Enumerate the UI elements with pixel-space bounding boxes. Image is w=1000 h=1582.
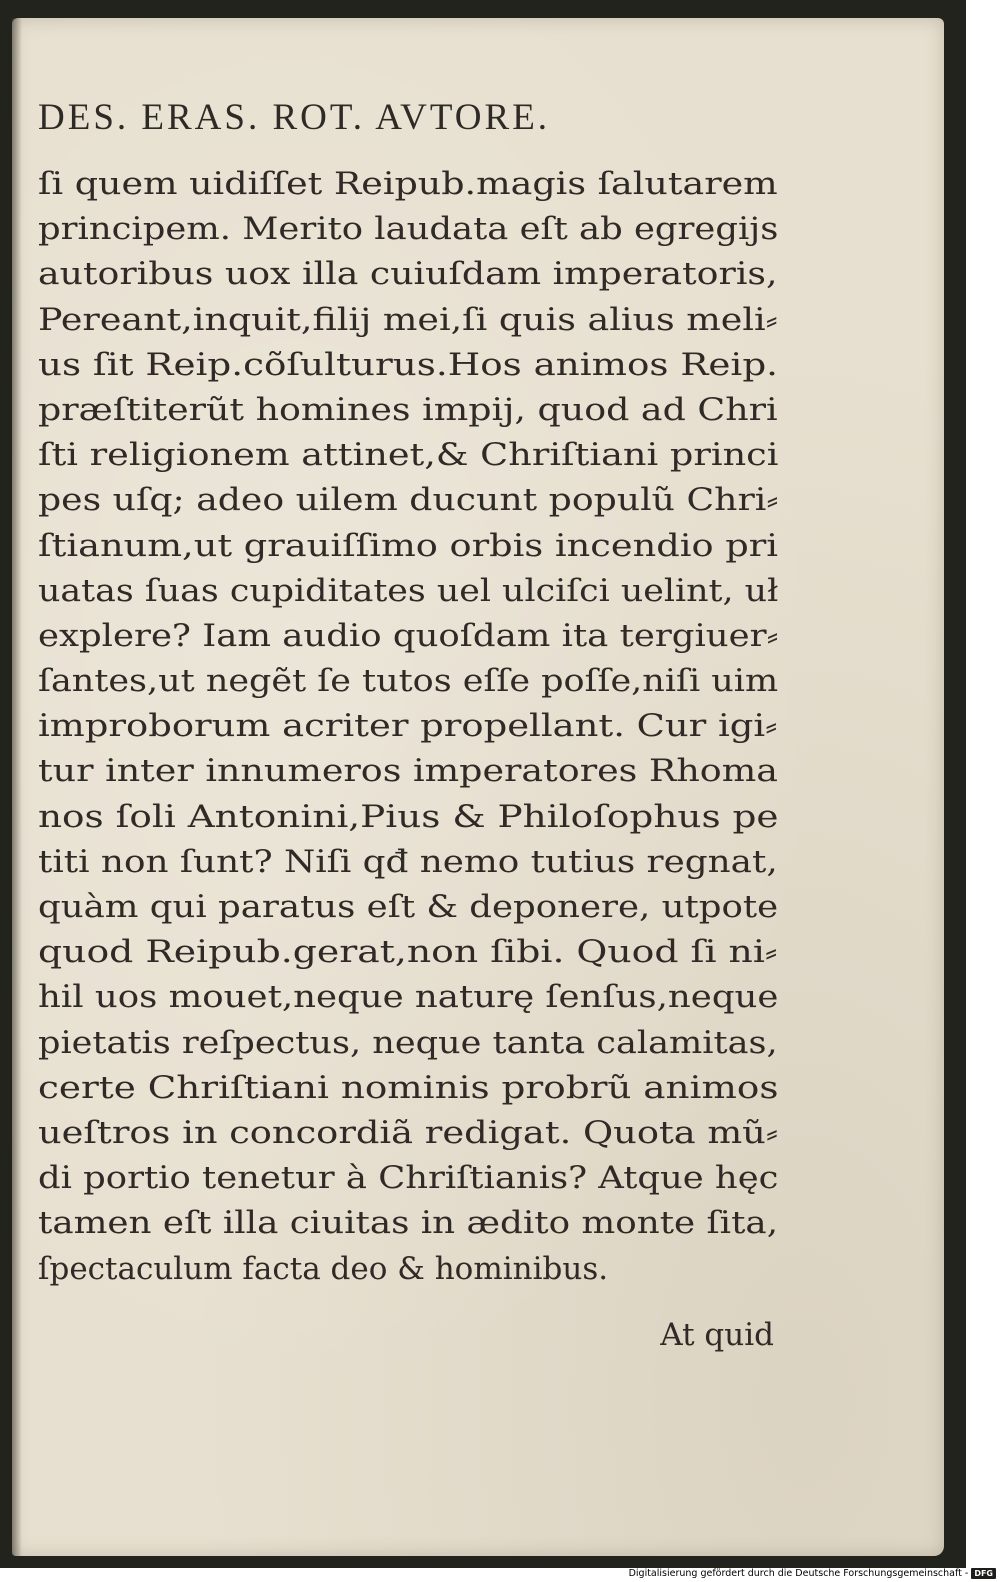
digitization-footer [629,1566,1000,1580]
text-line: ſantes,ut negẽt ſe tutos eſſe poſſe,niſi uim [38,663,779,700]
text-line: Pereant,inquit,filij mei,ſi quis alius meli⸗ [38,301,778,338]
text-line: ſti religionem attinet,& Chriſtiani princi [38,437,779,474]
text-line: autoribus uox illa cuiuſdam imperatoris, [38,256,778,293]
text-line: ueſtros in concordiã redigat. Quota mũ⸗ [38,1114,779,1151]
text-line: certe Chriſtiani nominis probrũ animos [38,1069,779,1106]
text-line: nos ſoli Antonini,Pius & Philoſophus pe [38,798,779,835]
text-line: principem. Merito laudata eſt ab egregijs [38,211,779,248]
body-text [38,162,778,1292]
text-line: tamen eſt illa ciuitas in ædito monte ſita, [38,1205,779,1242]
funding-notice: Digitalisierung gefördert durch die Deutsche Forschungsgemeinschaft - [628,1567,969,1579]
dfg-logo: DFG [971,1568,996,1579]
text-line: improborum acriter propellant. Cur igi⸗ [38,708,778,745]
text-line: tur inter innumeros imperatores Rhoma [38,753,778,790]
catchword: At quid [660,1317,774,1353]
text-line: ſpectaculum facta deo & hominibus. [38,1250,609,1287]
text-line: pietatis reſpectus, neque tanta calamitas, [38,1024,778,1061]
running-head: DES. ERAS. ROT. AVTORE. [38,97,551,138]
text-line: titi non ſunt? Niſi qđ nemo tutius regnat, [38,843,778,880]
text-line: ſi quem uidiſſet Reipub.magis ſalutarem [38,166,778,202]
text-line: quod Reipub.gerat,non ſibi. Quod ſi ni⸗ [38,934,778,971]
text-line: explere? Iam audio quoſdam ita tergiuer⸗ [38,617,779,654]
text-line: præſtiterũt homines impij, quod ad Chri [38,391,778,428]
text-line: ſtianum,ut grauiſſimo orbis incendio pri [38,527,778,564]
text-line: hil uos mouet,neque naturę ſenſus,neque [38,979,779,1016]
text-line: uatas ſuas cupiditates uel ulciſci uelint, uł [38,572,779,609]
text-line: pes uſq; adeo uilem ducunt populũ Chri⸗ [38,482,779,519]
text-line: quàm qui paratus eſt & deponere, utpote [38,889,779,925]
page-gutter-shadow [12,18,22,1556]
text-line: us ſit Reip.cõſulturus.Hos animos Reip. [38,346,779,383]
text-line: di portio tenetur à Chriſtianis? Atque hęc [38,1160,779,1197]
